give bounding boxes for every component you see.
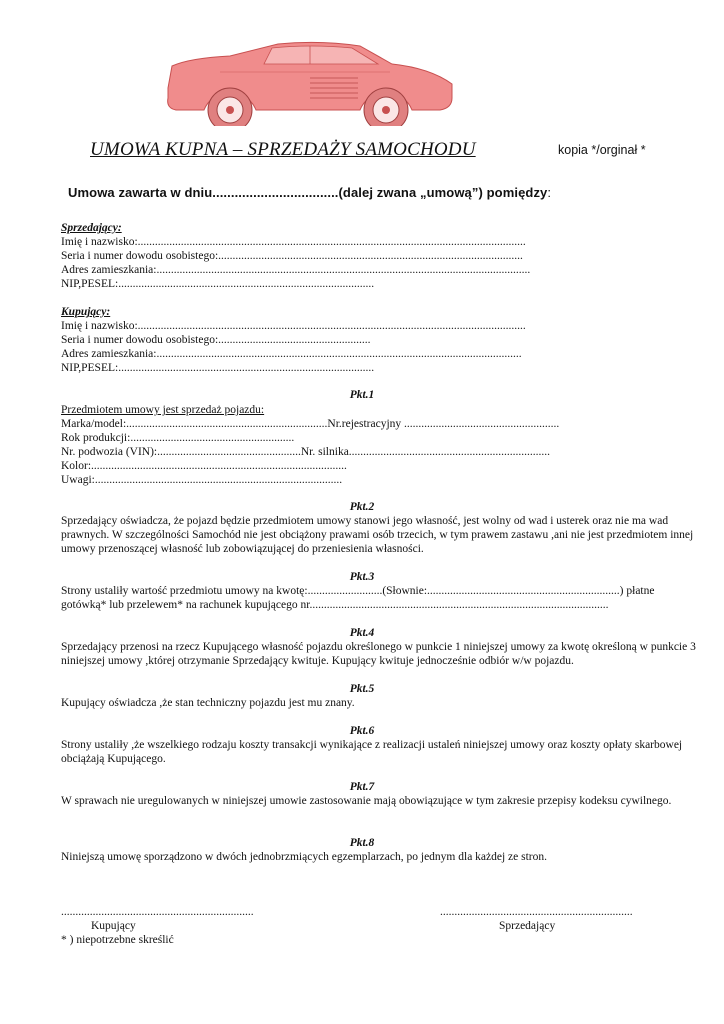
pkt2-text: Sprzedający oświadcza, że pojazd będzie przedmiotem umowy stanowi jego własność, jest wolny od wad i usterek oraz nie ma wad prawnych. W szczególności Samochód nie jest obciążony prawami osób trzecich, w tym prawem zastawu ,ani nie jest przedmiotem innej umowy przenoszącej własność lub zobowiązującej do przeniesienia własności. (61, 515, 694, 555)
intro-colon: : (547, 185, 552, 200)
car-illustration (160, 36, 460, 126)
front-wheel (208, 88, 252, 126)
make-model-field: Marka/model:......................................................................Nr.rejestracyjny ...................................................... (61, 418, 560, 430)
page-title: UMOWA KUPNA – SPRZEDAŻY SAMOCHODU (90, 139, 476, 160)
year-field: Rok produkcji:......................................................... (61, 432, 295, 444)
buyer-heading: Kupujący: (61, 306, 111, 318)
pkt4-text: Sprzedający przenosi na rzecz Kupującego własność pojazdu określonego w punkcie 1 niniejszej umowy za kwotę określoną w punkcie 3 niniejszej umowy ,której otrzymanie Sprzedający kwituje. Kupujący kwituje jednocześnie odbiór w/w pojazdu. (61, 641, 696, 667)
pkt2-heading: Pkt.2 (349, 501, 375, 513)
pkt3-amount-line: Strony ustaliły wartość przedmiotu umowy na kwotę:..........................(Słownie:...................................................................) płatne (61, 585, 655, 597)
rear-wheel (364, 88, 408, 126)
buyer-signature-line: ................................................................... (61, 906, 254, 918)
seller-signature-label: Sprzedający (499, 920, 556, 932)
pkt1-subject: Przedmiotem umowy jest sprzedaż pojazdu: (61, 404, 265, 416)
pkt8-text: Niniejszą umowę sporządzono w dwóch jednobrzmiących egzemplarzach, po jednym dla każdej ze stron. (61, 851, 548, 863)
pkt8-heading: Pkt.8 (349, 837, 375, 849)
pkt6-heading: Pkt.6 (349, 725, 375, 737)
intro-line (68, 185, 551, 200)
pkt7-text: W sprawach nie uregulowanych w niniejszej umowie zastosowanie mają obowiązujące w tym zakresie przepisy kodeksu cywilnego. (61, 795, 672, 807)
buyer-nip-field: NIP,PESEL:......................................................................................... (61, 362, 375, 374)
vin-field: Nr. podwozia (VIN):..................................................Nr. silnika...................................................................... (61, 446, 551, 458)
pkt3-account-line: gotówką* lub przelewem* na rachunek kupującego nr........................................................................................................ (61, 599, 609, 611)
notes-field: Uwagi:...................................................................................... (61, 474, 343, 486)
pkt5-heading: Pkt.5 (349, 683, 375, 695)
seller-id-field: Seria i numer dowodu osobistego:.......................................................................................................... (61, 250, 523, 262)
pkt5-text: Kupujący oświadcza ,że stan techniczny pojazdu jest mu znany. (61, 697, 355, 709)
intro-text: Umowa zawarta w dniu..................................(dalej zwana „umową”) pomiędzy (68, 185, 548, 200)
color-field: Kolor:......................................................................................... (61, 460, 347, 472)
buyer-signature-label: Kupujący (91, 920, 136, 932)
seller-signature-line: ................................................................... (440, 906, 633, 918)
pkt6-text: Strony ustaliły ,że wszelkiego rodzaju koszty transakcji wynikające z realizacji ustaleń niniejszej umowy oraz koszty opłaty skarbowej obciążają Kupującego. (61, 739, 683, 765)
pkt4-heading: Pkt.4 (349, 627, 375, 639)
seller-name-field: Imię i nazwisko:....................................................................................................................................... (61, 236, 526, 248)
footnote: * ) niepotrzebne skreślić (61, 934, 174, 946)
pkt3-heading: Pkt.3 (349, 571, 375, 583)
seller-nip-field: NIP,PESEL:......................................................................................... (61, 278, 375, 290)
buyer-name-field: Imię i nazwisko:....................................................................................................................................... (61, 320, 526, 332)
seller-address-field: Adres zamieszkania:.................................................................................................................................. (61, 264, 531, 276)
buyer-id-field: Seria i numer dowodu osobistego:..................................................... (61, 334, 371, 346)
pkt7-heading: Pkt.7 (349, 781, 375, 793)
copy-original-label: kopia */orginał * (558, 143, 646, 157)
buyer-address-field: Adres zamieszkania:............................................................................................................................... (61, 348, 522, 360)
pkt1-heading: Pkt.1 (349, 389, 375, 401)
seller-heading: Sprzedający: (61, 222, 122, 234)
